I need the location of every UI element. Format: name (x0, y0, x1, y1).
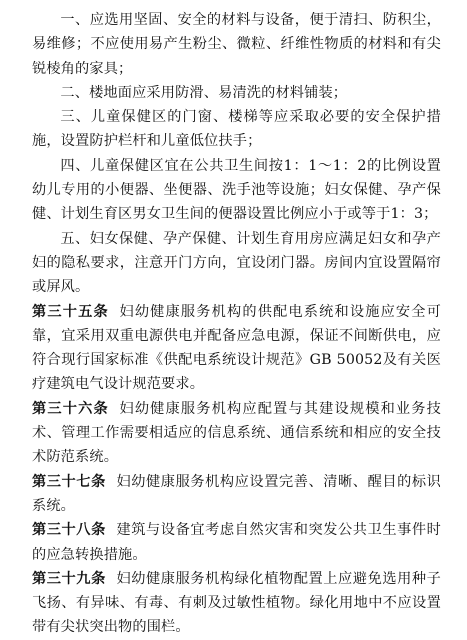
article-text: 妇幼健康服务机构应设置完善、清晰、醒目的标识系统。 (32, 473, 441, 514)
article-label: 第三十六条 (32, 400, 109, 417)
article-text: 妇幼健康服务机构绿化植物配置上应避免选用种子飞扬、有异味、有毒、有刺及过敏性植物。绿化用地中不应设置带有尖状突出物的围栏。 (32, 570, 441, 636)
article-text: 建筑与设备宜考虑自然灾害和突发公共卫生事件时的应急转换措施。 (32, 522, 441, 563)
article-37 (32, 470, 441, 519)
article-label: 第三十八条 (32, 522, 106, 539)
article-label: 第三十九条 (32, 570, 106, 587)
article-text: 妇幼健康服务机构的供配电系统和设施应安全可靠，宜采用双重电源供电并配备应急电源，保证不间断供电，应符合现行国家标准《供配电系统设计规范》GB 50052及有关医疗建筑电气设计规范要求。 (32, 303, 441, 393)
list-item: 三、儿童保健区的门窗、楼梯等应采取必要的安全保护措施，设置防护栏杆和儿童低位扶手； (32, 109, 441, 150)
list-item: 四、儿童保健区宜在公共卫生间按1：1～1：2的比例设置幼儿专用的小便器、坐便器、洗手池等设施；妇女保健、孕产保健、计划生育区男女卫生间的便器设置比例应小于或等于1：3； (32, 157, 441, 223)
list-item: 五、妇女保健、孕产保健、计划生育用房应满足妇女和孕产妇的隐私要求，注意开门方向，宜设闭门器。房间内宜设置隔帘或屏风。 (32, 230, 441, 296)
article-text: 妇幼健康服务机构应配置与其建设规模和业务技术、管理工作需要相适应的信息系统、通信系统和相应的安全技术防范系统。 (32, 400, 441, 466)
article-35 (32, 300, 441, 397)
article-38 (32, 518, 441, 567)
list-item: 一、应选用坚固、安全的材料与设备，便于清扫、防积尘，易维修；不应使用易产生粉尘、微粒、纤维性物质的材料和有尖锐棱角的家具； (32, 12, 441, 77)
article-label: 第三十七条 (32, 473, 106, 490)
article-36 (32, 397, 441, 470)
article-label: 第三十五条 (32, 303, 109, 320)
list-item: 二、楼地面应采用防滑、易清洗的材料铺装； (60, 84, 348, 101)
